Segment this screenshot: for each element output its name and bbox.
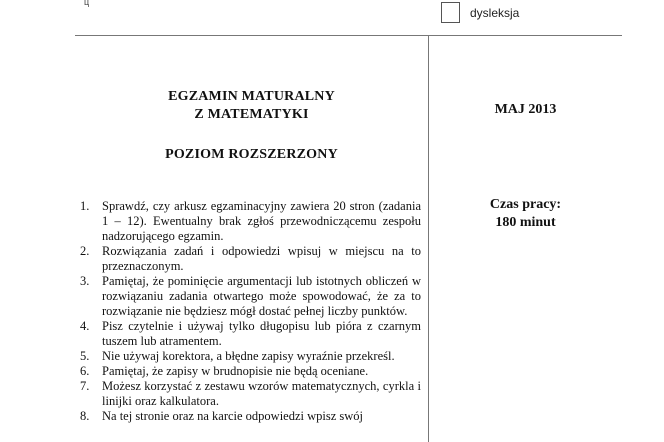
exam-level: POZIOM ROZSZERZONY <box>165 147 338 162</box>
instruction-item <box>80 379 421 409</box>
instruction-item <box>80 349 421 364</box>
instruction-text: Pamiętaj, że pominięcie argumentacji lub istotnych obliczeń w rozwiązaniu zadania otwartego może spowodować, że za to rozwiązanie nie będziesz mógł dostać pełnej liczby punktów. <box>102 274 421 318</box>
exam-title-line1: EGZAMIN MATURALNY <box>168 89 335 104</box>
instruction-text: Pamiętaj, że zapisy w brudnopisie nie będą oceniane. <box>102 364 369 378</box>
instruction-item <box>80 409 421 424</box>
time-label: Czas pracy: <box>489 197 562 212</box>
instruction-text: Możesz korzystać z zestawu wzorów matematycznych, cyrkla i linijki oraz kalkulatora. <box>102 379 421 408</box>
instruction-number: 6. <box>80 364 90 378</box>
instruction-text: Sprawdź, czy arkusz egzaminacyjny zawiera 20 stron (zadania 1 – 12). Ewentualny brak zgłoś przewodniczącemu zespołu nadzorującego egzamin. <box>102 199 421 243</box>
dyslexia-label: dysleksja <box>470 6 520 20</box>
instruction-number: 8. <box>80 409 90 423</box>
time-value: 180 minut <box>495 215 556 230</box>
instruction-text: Rozwiązania zadań i odpowiedzi wpisuj w miejscu na to przeznaczonym. <box>102 244 421 273</box>
instruction-item <box>80 199 421 244</box>
instruction-number: 4. <box>80 319 90 333</box>
instruction-item <box>80 274 421 319</box>
vertical-divider <box>428 35 429 442</box>
instruction-number: 3. <box>80 274 90 288</box>
instruction-text: Nie używaj korektora, a błędne zapisy wyraźnie przekreśl. <box>102 349 395 363</box>
exam-title-line2: Z MATEMATYKI <box>194 107 309 122</box>
instruction-number: 7. <box>80 379 90 393</box>
instruction-number: 2. <box>80 244 90 258</box>
exam-session: MAJ 2013 <box>494 102 557 117</box>
corner-mark: ц <box>84 0 90 7</box>
dyslexia-checkbox[interactable] <box>441 2 460 23</box>
instruction-item <box>80 319 421 349</box>
instruction-text: Na tej stronie oraz na karcie odpowiedzi wpisz swój <box>102 409 364 423</box>
instructions-list <box>80 199 421 424</box>
instruction-text: Pisz czytelnie i używaj tylko długopisu lub pióra z czarnym tuszem lub atramentem. <box>102 319 421 348</box>
instruction-item <box>80 364 421 379</box>
horizontal-divider <box>75 35 622 36</box>
instruction-number: 5. <box>80 349 90 363</box>
instruction-item <box>80 244 421 274</box>
instruction-number: 1. <box>80 199 90 213</box>
